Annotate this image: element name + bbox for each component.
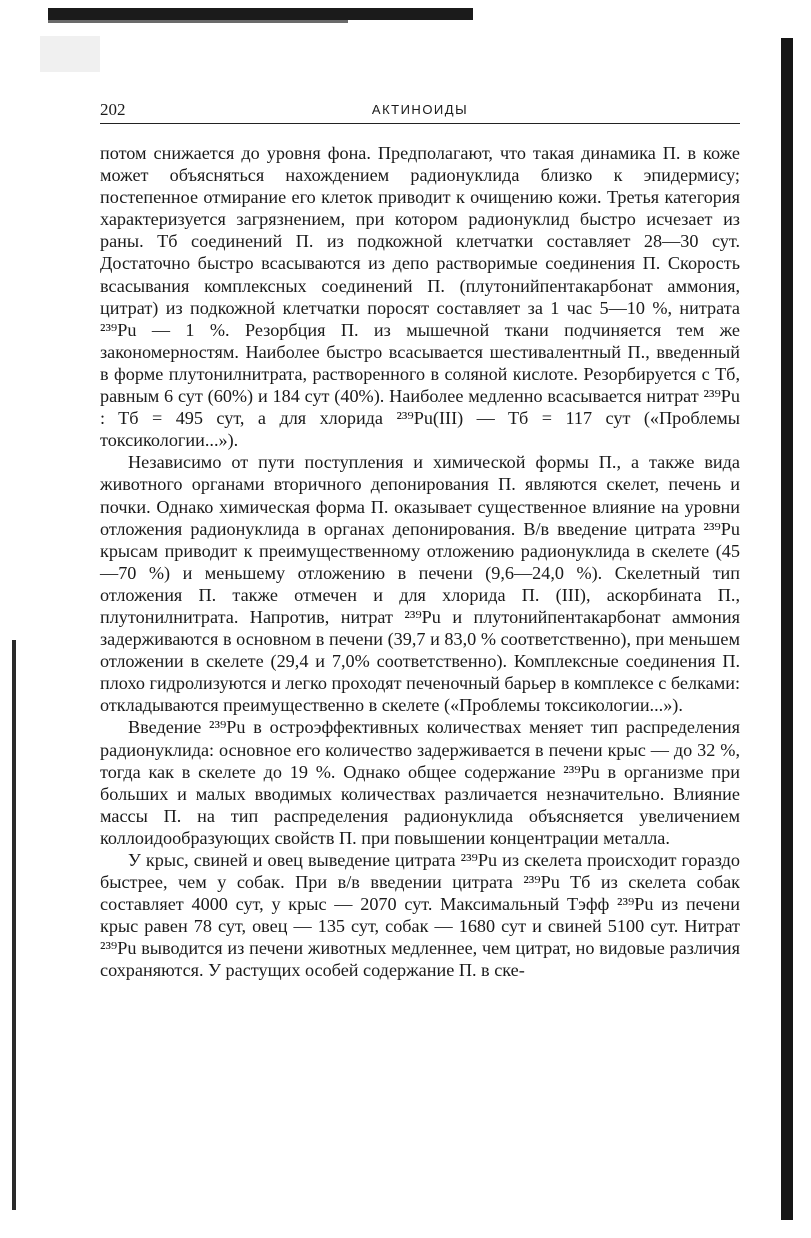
scan-smudge: [40, 36, 100, 72]
scan-edge-top-thin: [48, 20, 348, 23]
paragraph-1: потом снижается до уровня фона. Предполагают, что такая динамика П. в коже может объясняться нахождением радионуклида близко к эпидермису; постепенное отмирание его клеток приводит к очищению кожи. Третья категория характеризуется загрязнением, при котором радионуклид быстро исчезает из раны. Tб соединений П. из подкожной клетчатки составляет 28—30 сут. Достаточно быстро всасываются из депо растворимые соединения П. Скорость всасывания комплексных соединений П. (плутонийпентакарбонат аммония, цитрат) из подкожной клетчатки поросят составляет за 1 час 5—10 %, нитрата ²³⁹Pu — 1 %. Резорбция П. из мышечной ткани подчиняется тем же закономерностям. Наиболее быстро всасывается шестивалентный П., введенный в форме плутонилнитрата, растворенного в соляной кислоте. Резорбируется с Tб, равным 6 сут (60%) и 184 сут (40%). Наиболее медленно всасывается нитрат ²³⁹Pu : Tб = 495 сут, а для хлорида ²³⁹Pu(III) — Tб = 117 сут («Проблемы токсикологии...»).: [100, 143, 740, 451]
scan-edge-right: [781, 38, 793, 1220]
page-body: [100, 142, 740, 982]
running-head: АКТИНОИДЫ: [371, 102, 469, 117]
page-header: [100, 96, 740, 124]
paragraph-3: Введение ²³⁹Pu в остроэффективных количествах меняет тип распределения радионуклида: основное его количество задерживается в печени крыс — до 32 %, тогда как в скелете до 19 %. Однако общее содержание ²³⁹Pu в организме при больших и малых вводимых количествах различается незначительно. Влияние массы П. на тип распределения радионуклида объясняется увеличением коллоидообразующих свойств П. при повышении концентрации металла.: [100, 717, 740, 848]
scan-edge-left: [12, 640, 16, 1210]
paragraph-2: Независимо от пути поступления и химической формы П., а также вида животного органами вторичного депонирования П. являются скелет, печень и почки. Однако химическая форма П. оказывает существенное влияние на уровни отложения радионуклида в органах депонирования. В/в введение цитрата ²³⁹Pu крысам приводит к преимущественному отложению радионуклида в скелете (45—70 %) и меньшему отложению в печени (9,6—24,0 %). Скелетный тип отложения П. также отмечен и для хлорида П. (III), аскорбината П., плутонилнитрата. Напротив, нитрат ²³⁹Pu и плутонийпентакарбонат аммония задерживаются в основном в печени (39,7 и 83,0 % соответственно), при меньшем отложении в скелете (29,4 и 7,0% соответственно). Комплексные соединения П. плохо гидролизуются и легко проходят печеночный барьер в комплексе с белками: откладываются преимущественно в скелете («Проблемы токсикологии...»).: [100, 452, 741, 716]
header-rule: [100, 123, 740, 124]
paragraph-4: У крыс, свиней и овец выведение цитрата ²³⁹Pu из скелета происходит гораздо быстрее, чем у собак. При в/в введении цитрата ²³⁹Pu Tб из скелета собак составляет 4000 сут, у крыс — 2070 сут. Максимальный Tэфф ²³⁹Pu из печени крыс равен 78 сут, овец — 135 сут, собак — 1680 сут и свиней 5100 сут. Нитрат ²³⁹Pu выводится из печени животных медленнее, чем цитрат, но видовые различия сохраняются. У растущих особей содержание П. в ске-: [100, 850, 740, 981]
page-number: 202: [100, 100, 126, 119]
scan-edge-top: [48, 8, 473, 20]
